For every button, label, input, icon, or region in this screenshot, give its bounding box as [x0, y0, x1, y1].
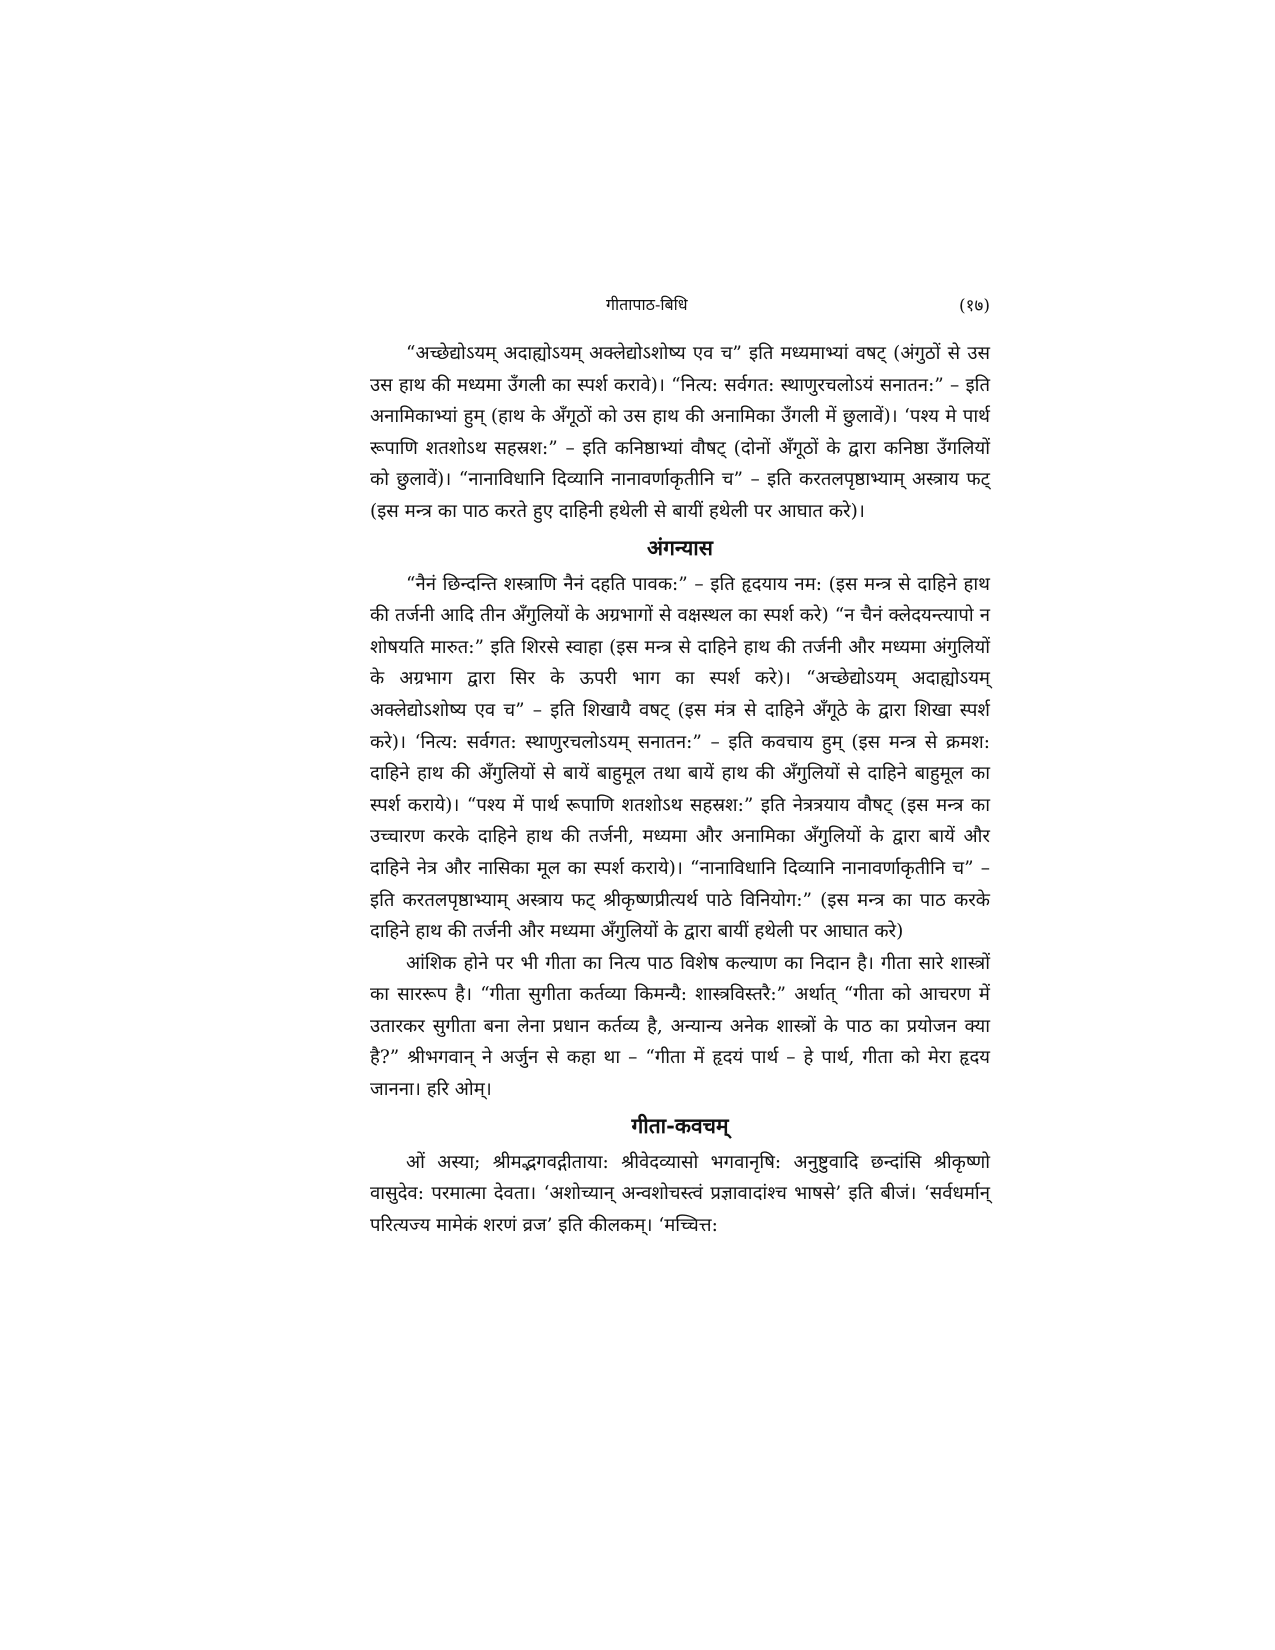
intro-paragraph: “अच्छेद्योऽयम् अदाह्योऽयम् अक्लेद्योऽशोष्य एव च” इति मध्यमाभ्यां वषट् (अंगुठों से उस उस हाथ की मध्यमा उँगली का स्पर्श करावे)। “नित्य: सर्वगत: स्थाणुरचलोऽयं सनातन:” – इति अनामिकाभ्यां हुम् (हाथ के अँगूठों को उस हाथ की अनामिका उँगली में छुलावें)। ‘पश्य मे पार्थ रूपाणि शतशोऽथ सहस्रश:” – इति कनिष्ठाभ्यां वौषट् (दोनों अँगूठों के द्वारा कनिष्ठा उँगलियों को छुलावें)। “नानाविधानि दिव्यानि नानावर्णाकृतीनि च” – इति करतलपृष्ठाभ्याम् अस्त्राय फट् (इस मन्त्र का पाठ करते हुए दाहिनी हथेली से बायीं हथेली पर आघात करे)।	[370, 343, 990, 522]
body-text	[370, 338, 990, 1241]
anganyas-paragraph: “नैनं छिन्दन्ति शस्त्राणि नैनं दहति पावक:” – इति हृदयाय नम: (इस मन्त्र से दाहिने हाथ की तर्जनी आदि तीन अँगुलियों के अग्रभागों से वक्षस्थल का स्पर्श करे) “न चैनं क्लेदयन्त्यापो न शोषयति मारुत:” इति शिरसे स्वाहा (इस मन्त्र से दाहिने हाथ की तर्जनी और मध्यमा अंगुलियों के अग्रभाग द्वारा सिर के ऊपरी भाग का स्पर्श करे)। “अच्छेद्योऽयम् अदाह्योऽयम् अक्लेद्योऽशोष्य एव च” – इति शिखायै वषट् (इस मंत्र से दाहिने अँगूठे के द्वारा शिखा स्पर्श करे)। ‘नित्य: सर्वगत: स्थाणुरचलोऽयम् सनातन:” – इति कवचाय हुम् (इस मन्त्र से क्रमश: दाहिने हाथ की अँगुलियों से बायें बाहुमूल तथा बायें हाथ की अँगुलियों से दाहिने बाहुमूल का स्पर्श कराये)। “पश्य में पार्थ रूपाणि शतशोऽथ सहस्रश:” इति नेत्रत्रयाय वौषट् (इस मन्त्र का उच्चारण करके दाहिने हाथ की तर्जनी, मध्यमा और अनामिका अँगुलियों के द्वारा बायें और दाहिने नेत्र और नासिका मूल का स्पर्श कराये)। “नानाविधानि दिव्यानि नानावर्णाकृतीनि च” – इति करतलपृष्ठाभ्याम् अस्त्राय फट् श्रीकृष्णप्रीत्यर्थ पाठे विनियोग:” (इस मन्त्र का पाठ करके दाहिने हाथ की तर्जनी और मध्यमा अँगुलियों के द्वारा बायीं हथेली पर आघात करे)	[370, 573, 990, 943]
kavacham-paragraph: ओं अस्या; श्रीमद्भगवद्गीताया: श्रीवेदव्यासो भगवानृषि: अनुष्टुवादि छन्दांसि श्रीकृष्णो वासुदेव: परमात्मा देवता। ‘अशोच्यान् अन्वशोचस्त्वं प्रज्ञावादांश्च भाषसे’ इति बीजं। ‘सर्वधर्मान् परित्यज्य मामेकं शरणं व्रज’ इति कीलकम्। ‘मच्चित्त:	[370, 1151, 990, 1236]
gita-paragraph: आंशिक होने पर भी गीता का नित्य पाठ विशेष कल्याण का निदान है। गीता सारे शास्त्रों का साररूप है। “गीता सुगीता कर्तव्या किमन्यै: शास्त्रविस्तरै:” अर्थात् “गीता को आचरण में उतारकर सुगीता बना लेना प्रधान कर्तव्य है, अन्यान्य अनेक शास्त्रों के पाठ का प्रयोजन क्या है?” श्रीभगवान् ने अर्जुन से कहा था – “गीता में हृदयं पार्थ – हे पार्थ, गीता को मेरा हृदय जानना। हरि ओम्।	[370, 952, 990, 1101]
anganyas-heading: अंगन्यास	[647, 534, 713, 560]
running-header	[370, 293, 990, 317]
running-title: गीतापाठ-बिधि	[606, 295, 688, 314]
kavacham-heading: गीता-कवचम्	[631, 1112, 729, 1138]
page-number: (१७)	[959, 296, 990, 316]
